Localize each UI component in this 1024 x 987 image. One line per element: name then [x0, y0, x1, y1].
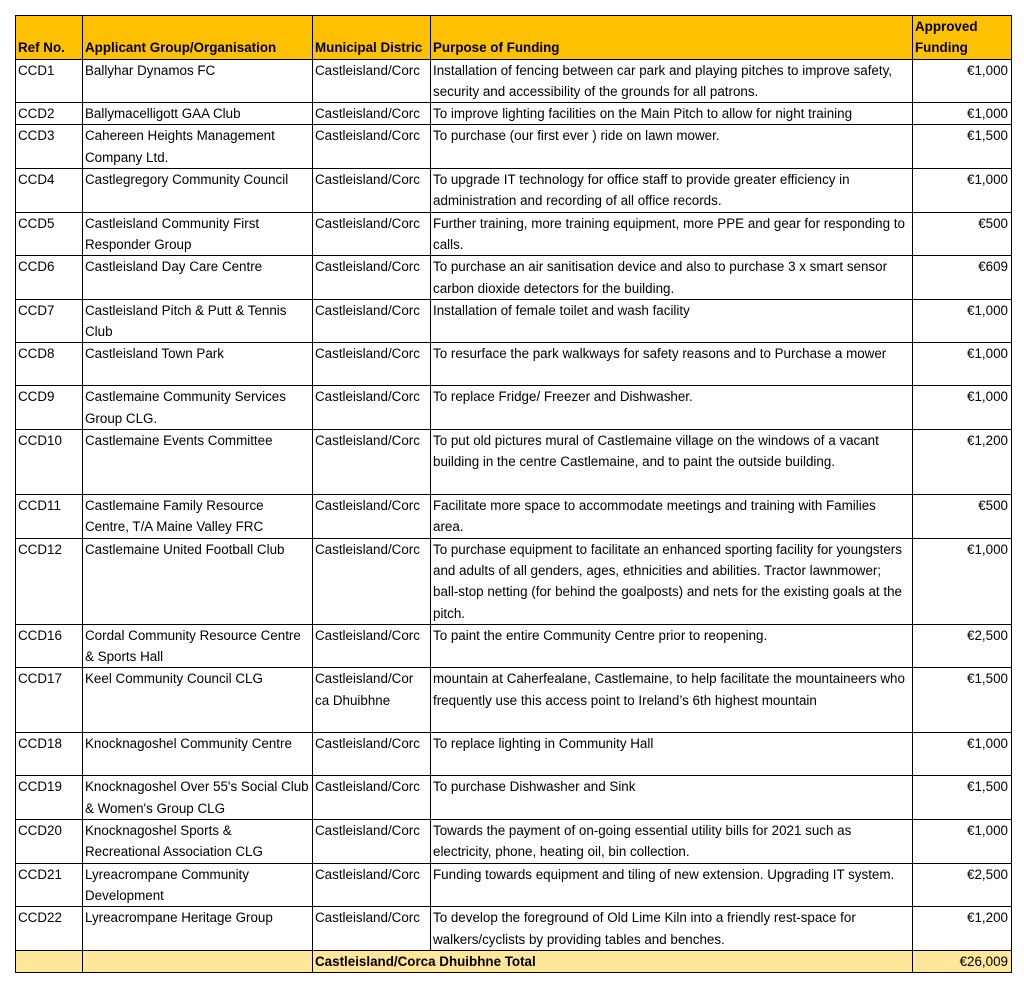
cell-amount: €1,000 [913, 733, 1012, 776]
cell-applicant: Castlemaine United Football Club [83, 538, 313, 624]
table-row [16, 103, 1012, 125]
cell-district: Castleisland/Corc [313, 169, 431, 213]
cell-district: Castleisland/Corc [313, 430, 431, 495]
cell-purpose: To upgrade IT technology for office staff to provide greater efficiency in administration and recording of all office records. [431, 169, 913, 213]
cell-applicant: Lyreacrompane Heritage Group [83, 907, 313, 951]
cell-applicant: Knocknagoshel Over 55's Social Club & Women's Group CLG [83, 776, 313, 820]
cell-amount: €1,500 [913, 776, 1012, 820]
cell-amount: €1,000 [913, 820, 1012, 864]
cell-purpose: Funding towards equipment and tiling of new extension. Upgrading IT system. [431, 863, 913, 907]
cell-district: Castleisland/Corc [313, 538, 431, 624]
cell-district: Castleisland/Cor ca Dhuibhne [313, 668, 431, 733]
cell-ref: CCD21 [16, 863, 83, 907]
table-row [16, 59, 1012, 103]
cell-amount: €1,200 [913, 430, 1012, 495]
header-applicant: Applicant Group/Organisation [83, 16, 313, 60]
cell-purpose: mountain at Caherfealane, Castlemaine, to help facilitate the mountaineers who frequently use this access point to Ireland’s 6th highest mountain [431, 668, 913, 733]
table-row [16, 125, 1012, 169]
cell-applicant: Knocknagoshel Sports & Recreational Association CLG [83, 820, 313, 864]
cell-applicant: Keel Community Council CLG [83, 668, 313, 733]
cell-applicant: Castleisland Pitch & Putt & Tennis Club [83, 299, 313, 343]
cell-district: Castleisland/Corc [313, 343, 431, 386]
cell-amount: €1,500 [913, 125, 1012, 169]
cell-district: Castleisland/Corc [313, 59, 431, 103]
cell-district: Castleisland/Corc [313, 495, 431, 539]
cell-ref: CCD9 [16, 386, 83, 430]
cell-applicant: Castleisland Community First Responder Group [83, 212, 313, 256]
cell-amount: €1,500 [913, 668, 1012, 733]
cell-ref: CCD11 [16, 495, 83, 539]
cell-district: Castleisland/Corc [313, 299, 431, 343]
funding-sheet [15, 15, 1011, 973]
cell-ref: CCD18 [16, 733, 83, 776]
cell-district: Castleisland/Corc [313, 624, 431, 668]
total-empty-cell [16, 950, 83, 972]
table-row [16, 386, 1012, 430]
cell-applicant: Castlemaine Events Committee [83, 430, 313, 495]
table-row [16, 538, 1012, 624]
table-row [16, 495, 1012, 539]
cell-applicant: Ballyhar Dynamos FC [83, 59, 313, 103]
table-row [16, 733, 1012, 776]
table-row [16, 820, 1012, 864]
cell-ref: CCD4 [16, 169, 83, 213]
cell-purpose: To put old pictures mural of Castlemaine village on the windows of a vacant building in the centre Castlemaine, and to paint the outside building. [431, 430, 913, 495]
cell-purpose: To purchase Dishwasher and Sink [431, 776, 913, 820]
cell-applicant: Cahereen Heights Management Company Ltd. [83, 125, 313, 169]
total-label: Castleisland/Corca Dhuibhne Total [313, 950, 913, 972]
total-row [16, 950, 1012, 972]
header-district: Municipal Distric [313, 16, 431, 60]
table-row [16, 256, 1012, 300]
cell-ref: CCD6 [16, 256, 83, 300]
cell-amount: €609 [913, 256, 1012, 300]
cell-amount: €1,000 [913, 59, 1012, 103]
table-row [16, 169, 1012, 213]
funding-table [15, 15, 1012, 973]
cell-ref: CCD19 [16, 776, 83, 820]
cell-ref: CCD7 [16, 299, 83, 343]
cell-district: Castleisland/Corc [313, 863, 431, 907]
header-purpose: Purpose of Funding [431, 16, 913, 60]
header-ref: Ref No. [16, 16, 83, 60]
cell-applicant: Castlemaine Family Resource Centre, T/A Maine Valley FRC [83, 495, 313, 539]
cell-purpose: To replace lighting in Community Hall [431, 733, 913, 776]
cell-ref: CCD22 [16, 907, 83, 951]
cell-ref: CCD20 [16, 820, 83, 864]
table-row [16, 907, 1012, 951]
cell-ref: CCD2 [16, 103, 83, 125]
cell-district: Castleisland/Corc [313, 256, 431, 300]
cell-purpose: Further training, more training equipment, more PPE and gear for responding to calls. [431, 212, 913, 256]
cell-ref: CCD3 [16, 125, 83, 169]
cell-amount: €500 [913, 212, 1012, 256]
cell-ref: CCD1 [16, 59, 83, 103]
table-row [16, 212, 1012, 256]
cell-purpose: To develop the foreground of Old Lime Kiln into a friendly rest-space for walkers/cyclists by providing tables and benches. [431, 907, 913, 951]
cell-district: Castleisland/Corc [313, 733, 431, 776]
cell-ref: CCD5 [16, 212, 83, 256]
cell-applicant: Castleisland Town Park [83, 343, 313, 386]
cell-district: Castleisland/Corc [313, 386, 431, 430]
cell-purpose: Towards the payment of on-going essential utility bills for 2021 such as electricity, phone, heating oil, bin collection. [431, 820, 913, 864]
cell-amount: €1,000 [913, 386, 1012, 430]
cell-ref: CCD16 [16, 624, 83, 668]
table-row [16, 776, 1012, 820]
cell-applicant: Ballymacelligott GAA Club [83, 103, 313, 125]
cell-purpose: To paint the entire Community Centre prior to reopening. [431, 624, 913, 668]
table-row [16, 668, 1012, 733]
cell-district: Castleisland/Corc [313, 907, 431, 951]
cell-purpose: To improve lighting facilities on the Main Pitch to allow for night training [431, 103, 913, 125]
cell-district: Castleisland/Corc [313, 776, 431, 820]
header-row [16, 16, 1012, 60]
cell-applicant: Lyreacrompane Community Development [83, 863, 313, 907]
cell-purpose: To purchase equipment to facilitate an enhanced sporting facility for youngsters and adults of all genders, ages, ethnicities and abilities. Tractor lawnmower; ball-stop netting (for behind the goalposts) and nets for the existing goals at the pitch. [431, 538, 913, 624]
table-row [16, 299, 1012, 343]
cell-ref: CCD17 [16, 668, 83, 733]
cell-purpose: To resurface the park walkways for safety reasons and to Purchase a mower [431, 343, 913, 386]
cell-purpose: To purchase an air sanitisation device and also to purchase 3 x smart sensor carbon dioxide detectors for the building. [431, 256, 913, 300]
cell-applicant: Castlegregory Community Council [83, 169, 313, 213]
cell-purpose: To replace Fridge/ Freezer and Dishwasher. [431, 386, 913, 430]
cell-district: Castleisland/Corc [313, 820, 431, 864]
cell-amount: €1,000 [913, 343, 1012, 386]
cell-applicant: Castleisland Day Care Centre [83, 256, 313, 300]
table-row [16, 624, 1012, 668]
cell-district: Castleisland/Corc [313, 103, 431, 125]
cell-ref: CCD10 [16, 430, 83, 495]
cell-amount: €2,500 [913, 863, 1012, 907]
cell-amount: €1,000 [913, 538, 1012, 624]
cell-amount: €2,500 [913, 624, 1012, 668]
cell-purpose: Installation of female toilet and wash facility [431, 299, 913, 343]
table-row [16, 343, 1012, 386]
cell-district: Castleisland/Corc [313, 125, 431, 169]
table-row [16, 863, 1012, 907]
cell-amount: €1,200 [913, 907, 1012, 951]
cell-amount: €1,000 [913, 103, 1012, 125]
header-funding: Approved Funding [913, 16, 1012, 60]
cell-applicant: Cordal Community Resource Centre & Sports Hall [83, 624, 313, 668]
cell-applicant: Knocknagoshel Community Centre [83, 733, 313, 776]
cell-purpose: Installation of fencing between car park and playing pitches to improve safety, security and accessibility of the grounds for all patrons. [431, 59, 913, 103]
cell-district: Castleisland/Corc [313, 212, 431, 256]
total-amount: €26,009 [913, 950, 1012, 972]
table-row [16, 430, 1012, 495]
cell-amount: €1,000 [913, 299, 1012, 343]
cell-purpose: Facilitate more space to accommodate meetings and training with Families area. [431, 495, 913, 539]
cell-amount: €1,000 [913, 169, 1012, 213]
cell-purpose: To purchase (our first ever ) ride on lawn mower. [431, 125, 913, 169]
cell-ref: CCD12 [16, 538, 83, 624]
cell-ref: CCD8 [16, 343, 83, 386]
cell-applicant: Castlemaine Community Services Group CLG. [83, 386, 313, 430]
total-empty-cell [83, 950, 313, 972]
cell-amount: €500 [913, 495, 1012, 539]
